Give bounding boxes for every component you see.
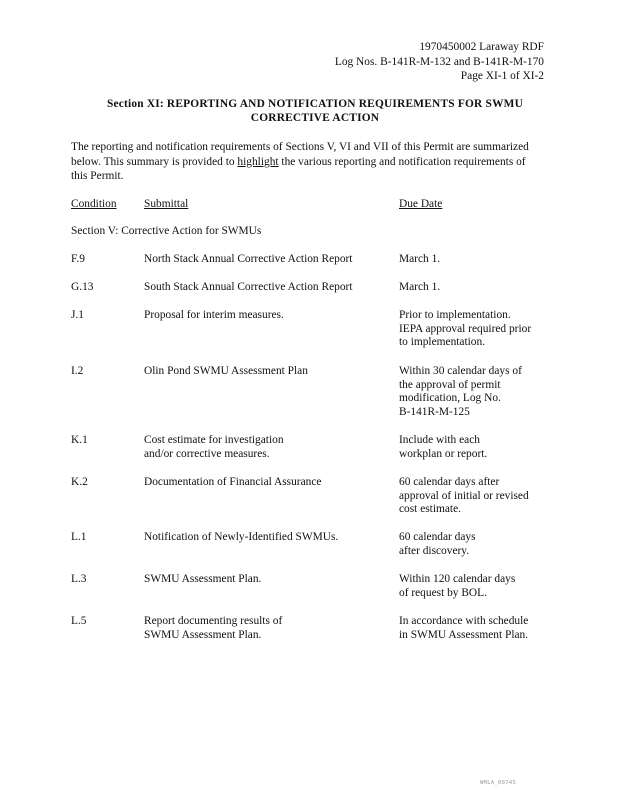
due-date-line: in SWMU Assessment Plan.	[399, 628, 529, 641]
due-date-cell	[399, 615, 559, 642]
section-title-line-1: Section XI: REPORTING AND NOTIFICATION REQUIREMENTS FOR SWMU	[106, 98, 524, 110]
submittal-line: and/or corrective measures.	[144, 447, 270, 460]
submittal-line: SWMU Assessment Plan.	[144, 628, 262, 641]
column-header-due-date: Due Date	[399, 198, 443, 210]
due-date-line: to implementation.	[399, 336, 486, 349]
condition-cell: L.5	[71, 615, 87, 627]
header-facility-id: 1970450002 Laraway RDF	[419, 41, 544, 53]
submittal-cell	[144, 615, 389, 642]
bates-stamp: WMLA_00745	[480, 780, 517, 786]
condition-cell: G.13	[71, 281, 94, 293]
due-date-line: 60 calendar days	[399, 531, 476, 543]
column-header-submittal: Submittal	[144, 198, 189, 210]
due-date-line: 60 calendar days after	[399, 476, 500, 488]
intro-text-end: the various reporting and notification requirements of this Permit.	[71, 155, 526, 183]
condition-cell: F.9	[71, 253, 85, 265]
intro-paragraph	[71, 140, 541, 184]
submittal-cell	[144, 531, 389, 545]
due-date-cell	[399, 309, 559, 350]
due-date-cell	[399, 531, 559, 558]
condition-cell: L.3	[71, 573, 87, 585]
submittal-cell	[144, 281, 389, 295]
due-date-cell	[399, 434, 559, 461]
due-date-line: cost estimate.	[399, 503, 461, 516]
document-header	[335, 40, 544, 84]
condition-cell: K.1	[71, 434, 88, 446]
column-header-condition: Condition	[71, 198, 117, 210]
submittal-line: Report documenting results of	[144, 615, 283, 627]
submittal-line: Notification of Newly-Identified SWMUs.	[144, 531, 339, 543]
due-date-line: IEPA approval required prior	[399, 322, 532, 335]
due-date-line: of request by BOL.	[399, 586, 487, 599]
submittal-line: SWMU Assessment Plan.	[144, 573, 262, 585]
condition-cell: I.2	[71, 365, 84, 377]
due-date-line: B-141R-M-125	[399, 405, 470, 418]
due-date-cell	[399, 253, 559, 267]
due-date-line: approval of initial or revised	[399, 489, 529, 502]
due-date-line: after discovery.	[399, 544, 470, 557]
submittal-cell	[144, 573, 389, 587]
submittal-line: South Stack Annual Corrective Action Report	[144, 281, 353, 293]
due-date-line: Prior to implementation.	[399, 309, 511, 321]
due-date-line: the approval of permit	[399, 378, 501, 391]
intro-text-start: The reporting and notification requirements of Sections V, VI and VII of this Permit are summarized below. This summary is provided to	[71, 141, 529, 168]
due-date-cell	[399, 476, 559, 517]
due-date-line: In accordance with schedule	[399, 615, 529, 627]
submittal-cell	[144, 309, 389, 323]
due-date-cell	[399, 365, 559, 419]
due-date-line: Include with each	[399, 434, 480, 446]
section-title-line-2: CORRECTIVE ACTION	[250, 111, 380, 124]
condition-cell: L.1	[71, 531, 87, 543]
due-date-line: Within 120 calendar days	[399, 573, 516, 585]
submittal-line: North Stack Annual Corrective Action Report	[144, 253, 353, 265]
submittal-cell	[144, 476, 389, 490]
submittal-line: Olin Pond SWMU Assessment Plan	[144, 365, 308, 377]
intro-highlight-word: highlight	[237, 155, 279, 168]
section-title	[70, 98, 560, 125]
condition-cell: K.2	[71, 476, 88, 488]
submittal-cell	[144, 253, 389, 267]
condition-cell: J.1	[71, 309, 84, 321]
submittal-line: Cost estimate for investigation	[144, 434, 284, 446]
section-v-label: Section V: Corrective Action for SWMUs	[71, 225, 262, 237]
due-date-line: March 1.	[399, 281, 441, 293]
due-date-cell	[399, 281, 559, 295]
due-date-line: March 1.	[399, 253, 441, 265]
due-date-line: modification, Log No.	[399, 392, 501, 405]
due-date-line: workplan or report.	[399, 447, 488, 460]
submittal-line: Proposal for interim measures.	[144, 309, 284, 321]
due-date-cell	[399, 573, 559, 600]
submittal-cell	[144, 365, 389, 379]
header-page-number: Page XI-1 of XI-2	[460, 70, 544, 82]
header-log-numbers: Log Nos. B-141R-M-132 and B-141R-M-170	[334, 55, 544, 68]
submittal-cell	[144, 434, 389, 461]
submittal-line: Documentation of Financial Assurance	[144, 476, 322, 488]
due-date-line: Within 30 calendar days of	[399, 365, 522, 377]
